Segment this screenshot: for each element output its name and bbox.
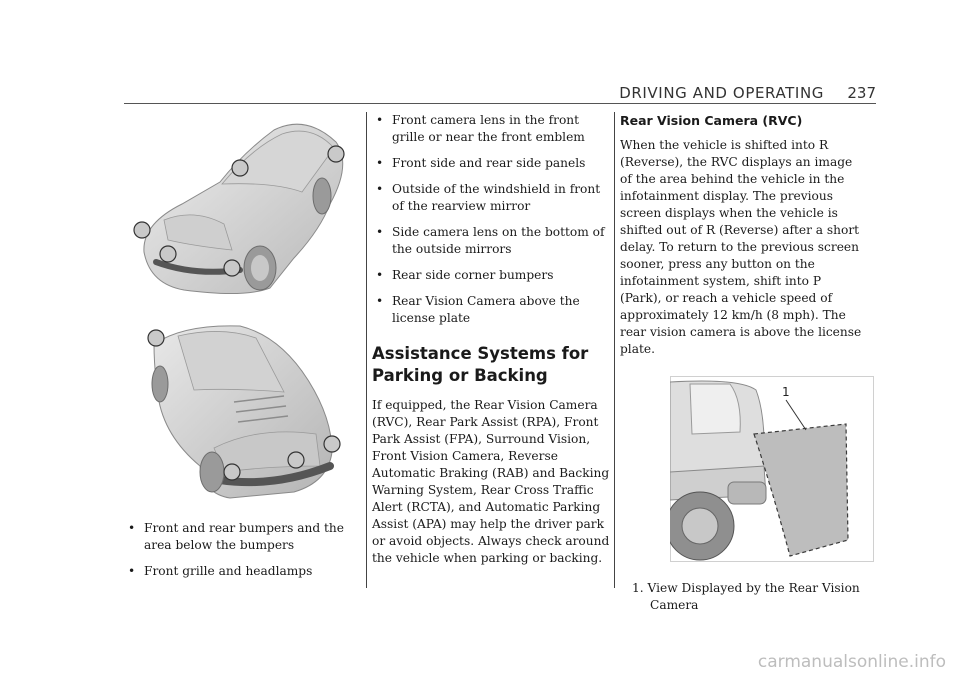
bullet-glyph: • (376, 294, 384, 308)
list-item-text: Rear side corner bumpers (392, 268, 554, 282)
bullet-list-left (124, 520, 356, 580)
list-item (372, 181, 612, 215)
list-item (124, 520, 356, 554)
column-middle (372, 112, 612, 567)
rear-vision-camera-illustration (670, 376, 874, 562)
list-item-text: Front camera lens in the front grille or near the front emblem (392, 113, 585, 144)
column-divider-1 (366, 112, 367, 588)
list-item-text: Side camera lens on the bottom of the outside mirrors (392, 225, 605, 256)
bullet-glyph: • (128, 521, 136, 535)
list-item (372, 224, 612, 258)
list-item (372, 112, 612, 146)
body-paragraph: When the vehicle is shifted into R (Reverse), the RVC displays an image of the area behind the vehicle in the infotainment display. The previous screen displays when the vehicle is shifted out of R (Reverse) after a short delay. To return to the previous screen sooner, press any button on the infotainment system, shift into P (Park), or reach a vehicle speed of approximately 12 km/h (8 mph). The rear vision camera is above the license plate. (620, 138, 862, 356)
column-divider-2 (614, 112, 615, 588)
figure-caption (620, 580, 866, 614)
column-right (620, 112, 866, 614)
list-item (372, 293, 612, 327)
bullet-list-middle (372, 112, 612, 327)
bullet-glyph: • (376, 182, 384, 196)
bullet-glyph: • (376, 268, 384, 282)
caption-text: View Displayed by the Rear Vision Camera (647, 581, 860, 612)
section-heading: Assistance Systems for Parking or Backing (372, 344, 589, 385)
page-number: 237 (847, 84, 876, 102)
list-item-text: Rear Vision Camera above the license plate (392, 294, 580, 325)
subsection-heading: Rear Vision Camera (RVC) (620, 113, 803, 128)
body-paragraph: If equipped, the Rear Vision Camera (RVC), Rear Park Assist (RPA), Front Park Assist (FPA), Surround Vision, Front Vision Camera, Reverse Automatic Braking (RAB) and Backing Warning System, Rear Cross Traffic Alert (RCTA), and Automatic Parking Assist (APA) may help the driver park or avoid objects. Always check around the vehicle when parking or backing. (372, 398, 610, 565)
bullet-glyph: • (376, 113, 384, 127)
list-item-text: Outside of the windshield in front of the rearview mirror (392, 182, 601, 213)
list-item (372, 155, 612, 172)
figure-callout: 1 (782, 385, 790, 399)
bullet-glyph: • (128, 564, 136, 578)
list-item (372, 267, 612, 284)
bullet-glyph: • (376, 156, 384, 170)
section-title: DRIVING AND OPERATING (619, 84, 824, 102)
header-rule (124, 103, 876, 104)
front-car-illustration (124, 112, 356, 302)
bullet-glyph: • (376, 225, 384, 239)
rear-car-illustration (124, 316, 356, 508)
running-header (124, 82, 876, 102)
list-item-text: Front and rear bumpers and the area below the bumpers (144, 521, 344, 552)
list-item (124, 563, 356, 580)
list-item-text: Front side and rear side panels (392, 156, 586, 170)
list-item-text: Front grille and headlamps (144, 564, 313, 578)
column-left (124, 112, 356, 589)
watermark: carmanualsonline.info (757, 652, 946, 672)
caption-number: 1. (632, 581, 644, 595)
